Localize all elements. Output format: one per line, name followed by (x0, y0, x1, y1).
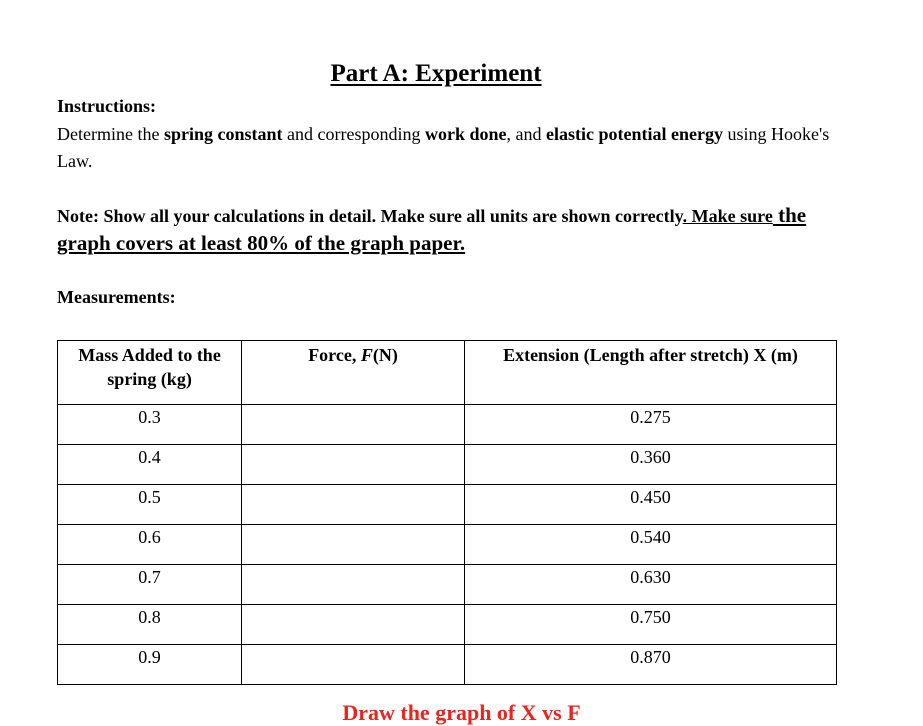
extension-cell: 0.630 (464, 565, 836, 605)
mass-cell: 0.3 (58, 405, 242, 445)
mass-cell: 0.4 (58, 445, 242, 485)
mass-column-header: Mass Added to the spring (kg) (58, 341, 242, 405)
graph-instruction-heading: Draw the graph of X vs F (342, 700, 581, 725)
note-text (57, 202, 857, 258)
page-title: Part A: Experiment (330, 60, 542, 87)
force-header-prefix: Force, (308, 345, 361, 365)
extension-cell: 0.540 (464, 525, 836, 565)
extension-cell: 0.750 (464, 605, 836, 645)
table-row (58, 485, 837, 525)
force-cell[interactable] (242, 605, 465, 645)
note-part-underlined-large: the graph covers at least 80% of the graph paper. (57, 203, 807, 255)
force-header-variable: F (360, 345, 373, 365)
force-cell[interactable] (242, 405, 465, 445)
table-body (58, 405, 837, 685)
table-row (58, 405, 837, 445)
extension-cell: 0.870 (464, 645, 836, 685)
extension-cell: 0.450 (464, 485, 836, 525)
extension-column-header: Extension (Length after stretch) X (m) (464, 341, 836, 405)
table-header-row (58, 341, 837, 405)
table-row (58, 445, 837, 485)
force-cell[interactable] (242, 445, 465, 485)
instructions-text (57, 121, 837, 175)
instructions-heading: Instructions: (57, 96, 157, 116)
force-column-header (242, 341, 465, 405)
instructions-text-part: , and (506, 124, 546, 144)
force-cell[interactable] (242, 485, 465, 525)
instructions-text-part: and corresponding (282, 124, 425, 144)
mass-cell: 0.8 (58, 605, 242, 645)
measurements-table (57, 340, 837, 685)
force-header-suffix: (N) (372, 345, 398, 365)
mass-cell: 0.9 (58, 645, 242, 685)
work-done-term: work done (424, 124, 507, 144)
table-row (58, 565, 837, 605)
force-cell[interactable] (242, 525, 465, 565)
instructions-text-part: using Hooke's Law. (57, 124, 830, 171)
note-part-underlined: . Make sure (682, 206, 773, 226)
table-row (58, 525, 837, 565)
extension-cell: 0.275 (464, 405, 836, 445)
instructions-text-part: Determine the (57, 124, 164, 144)
table-row (58, 605, 837, 645)
force-cell[interactable] (242, 565, 465, 605)
mass-cell: 0.7 (58, 565, 242, 605)
mass-cell: 0.5 (58, 485, 242, 525)
extension-cell: 0.360 (464, 445, 836, 485)
table-row (58, 645, 837, 685)
mass-cell: 0.6 (58, 525, 242, 565)
note-part: Note: Show all your calculations in detail. Make sure all units are shown correctly (57, 206, 683, 226)
elastic-potential-energy-term: elastic potential energy (545, 124, 723, 144)
force-cell[interactable] (242, 645, 465, 685)
measurements-heading: Measurements: (57, 287, 176, 307)
spring-constant-term: spring constant (163, 124, 283, 144)
